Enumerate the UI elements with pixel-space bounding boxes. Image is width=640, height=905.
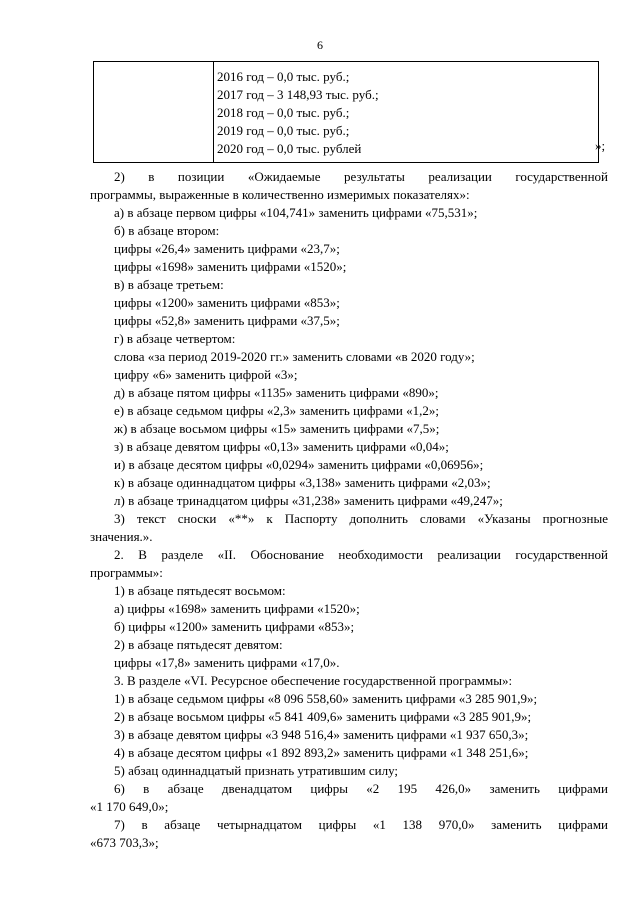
list-item: 1) в абзаце седьмом цифры «8 096 558,60» заменить цифрами «3 285 901,9»; — [114, 691, 538, 706]
list-item: 5) абзац одиннадцатый признать утратившим силу; — [114, 763, 399, 778]
list-item: цифры «17,8» заменить цифрами «17,0». — [114, 655, 340, 670]
list-item: е) в абзаце седьмом цифры «2,3» заменить цифрами «1,2»; — [114, 403, 439, 418]
list-item: б) цифры «1200» заменить цифрами «853»; — [114, 619, 355, 634]
funding-year-2016: 2016 год – 0,0 тыс. руб.; — [217, 69, 350, 84]
section-3-heading: 3. В разделе «VI. Ресурсное обеспечение государственной программы»: — [114, 673, 513, 688]
list-item: а) в абзаце первом цифры «104,741» заменить цифрами «75,531»; — [114, 205, 478, 220]
item-7-line1: 7) в абзаце четырнадцатом цифры «1 138 970,0» заменить цифрами — [114, 817, 608, 832]
paragraph-3-line2: значения.». — [90, 529, 153, 544]
list-item: 4) в абзаце десятом цифры «1 892 893,2» заменить цифрами «1 348 251,6»; — [114, 745, 529, 760]
list-item: слова «за период 2019-2020 гг.» заменить словами «в 2020 году»; — [114, 349, 475, 364]
list-item: 1) в абзаце пятьдесят восьмом: — [114, 583, 286, 598]
item-6-line2: «1 170 649,0»; — [90, 799, 169, 814]
list-item: з) в абзаце девятом цифры «0,13» заменить цифрами «0,04»; — [114, 439, 449, 454]
paragraph-3-line1: 3) текст сноски «**» к Паспорту дополнить словами «Указаны прогнозные — [114, 511, 608, 526]
table-close-quote: »; — [595, 138, 606, 153]
list-item: 2) в абзаце восьмом цифры «5 841 409,6» заменить цифрами «3 285 901,9»; — [114, 709, 532, 724]
funding-table-grid — [93, 61, 599, 163]
page-number: 6 — [317, 38, 323, 52]
funding-table — [93, 61, 599, 163]
list-item: и) в абзаце десятом цифры «0,0294» заменить цифрами «0,06956»; — [114, 457, 484, 472]
item-7-line2: «673 703,3»; — [90, 835, 159, 850]
list-item: л) в абзаце тринадцатом цифры «31,238» заменить цифрами «49,247»; — [114, 493, 503, 508]
section-2-heading-line2: программы»: — [90, 565, 163, 580]
list-item: цифры «1200» заменить цифрами «853»; — [114, 295, 340, 310]
table-cell-funding — [214, 62, 599, 163]
funding-year-2017: 2017 год – 3 148,93 тыс. руб.; — [217, 87, 379, 102]
list-item: цифры «52,8» заменить цифрами «37,5»; — [114, 313, 340, 328]
section-2-heading-line1: 2. В разделе «II. Обоснование необходимости реализации государственной — [114, 547, 608, 562]
document-body — [90, 168, 608, 852]
list-item: 2) в абзаце пятьдесят девятом: — [114, 637, 283, 652]
list-item: а) цифры «1698» заменить цифрами «1520»; — [114, 601, 360, 616]
list-item: ж) в абзаце восьмом цифры «15» заменить цифрами «7,5»; — [114, 421, 440, 436]
list-item: к) в абзаце одиннадцатом цифры «3,138» заменить цифрами «2,03»; — [114, 475, 491, 490]
list-item: цифры «26,4» заменить цифрами «23,7»; — [114, 241, 340, 256]
funding-year-2018: 2018 год – 0,0 тыс. руб.; — [217, 105, 350, 120]
item-6-line1: 6) в абзаце двенадцатом цифры «2 195 426,0» заменить цифрами — [114, 781, 608, 796]
list-item: цифру «6» заменить цифрой «3»; — [114, 367, 298, 382]
table-row — [94, 62, 599, 163]
list-item: б) в абзаце втором: — [114, 223, 220, 238]
list-item: цифры «1698» заменить цифрами «1520»; — [114, 259, 347, 274]
list-item: 3) в абзаце девятом цифры «3 948 516,4» заменить цифрами «1 937 650,3»; — [114, 727, 529, 742]
funding-year-2019: 2019 год – 0,0 тыс. руб.; — [217, 123, 350, 138]
table-cell-empty — [94, 62, 214, 163]
list-item: в) в абзаце третьем: — [114, 277, 224, 292]
list-item: д) в абзаце пятом цифры «1135» заменить цифрами «890»; — [114, 385, 439, 400]
paragraph-2-line2: программы, выраженные в количественно измеримых показателях»: — [90, 187, 470, 202]
funding-year-2020: 2020 год – 0,0 тыс. рублей — [217, 141, 362, 156]
paragraph-2-line1: 2) в позиции «Ожидаемые результаты реализации государственной — [114, 169, 608, 184]
list-item: г) в абзаце четвертом: — [114, 331, 236, 346]
